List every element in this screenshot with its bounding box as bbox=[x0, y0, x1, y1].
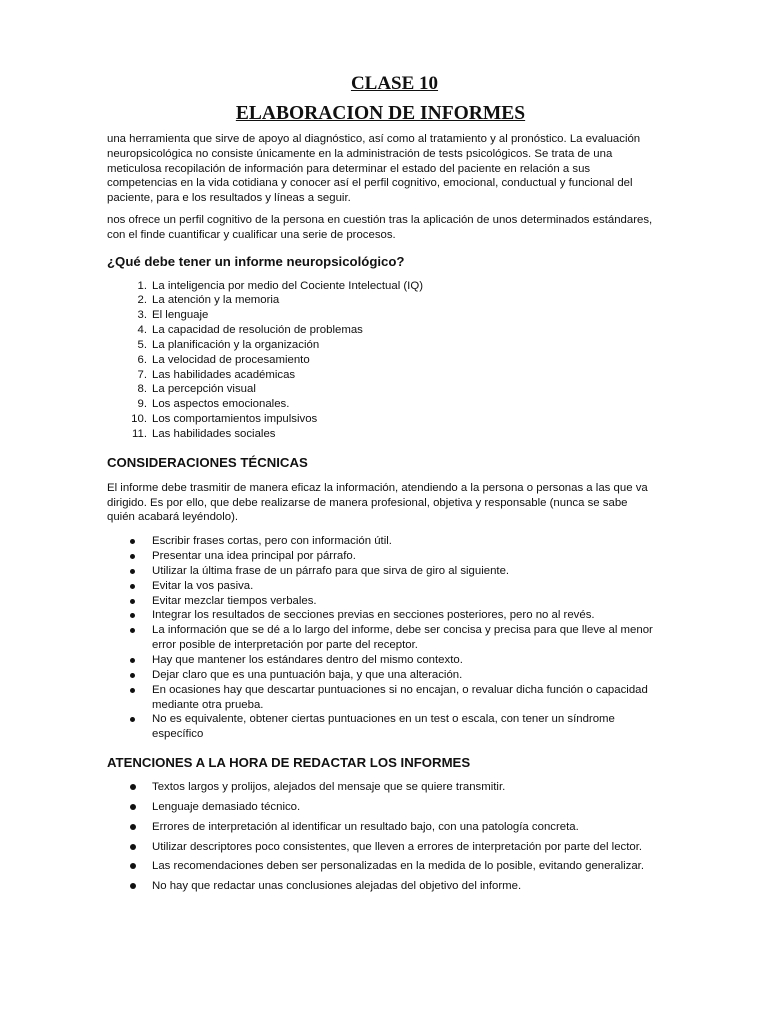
question-heading: ¿Qué debe tener un informe neuropsicológico? bbox=[107, 253, 405, 269]
list-item bbox=[107, 534, 654, 549]
list-item bbox=[107, 382, 654, 397]
list-item bbox=[107, 608, 654, 623]
list-item bbox=[107, 683, 654, 713]
list-item bbox=[107, 579, 654, 594]
list-item-text: Evitar mezclar tiempos verbales. bbox=[152, 594, 317, 607]
list-item-text: Utilizar descriptores poco consistentes, que lleven a errores de interpretación por parte del lector. bbox=[152, 840, 643, 853]
intro-paragraph-1: una herramienta que sirve de apoyo al diagnóstico, así como al tratamiento y al pronóstico. La evaluación neuropsicológica no consiste únicamente en la administración de tests psicológicos. Se trata de una meticulosa recopilación de información para determinar el estado del paciente en relación a sus competencias en la vida cotidiana y conocer así el perfil cognitivo, emocional, conductual y funcional del paciente, para e los resultados y líneas a seguir. bbox=[107, 133, 641, 205]
list-item bbox=[107, 564, 654, 579]
list-item bbox=[107, 279, 654, 294]
requirements-list bbox=[107, 279, 654, 442]
list-item bbox=[107, 293, 654, 308]
list-item-text: La planificación y la organización bbox=[152, 338, 320, 351]
list-item-text: La atención y la memoria bbox=[152, 294, 280, 307]
list-item bbox=[107, 308, 654, 323]
list-item bbox=[107, 594, 654, 609]
list-item-text: En ocasiones hay que descartar puntuaciones si no encajan, o revaluar dicha función o capacidad mediante otra prueba. bbox=[152, 683, 648, 711]
list-item bbox=[107, 859, 654, 874]
list-item bbox=[107, 549, 654, 564]
list-item-text: La capacidad de resolución de problemas bbox=[152, 324, 363, 337]
list-item-text: Hay que mantener los estándares dentro del mismo contexto. bbox=[152, 654, 463, 666]
list-item-text: No es equivalente, obtener ciertas puntuaciones en un test o escala, con tener un síndrome específico bbox=[152, 713, 615, 741]
list-item-text: Errores de interpretación al identificar un resultado bajo, con una patología concreta. bbox=[152, 820, 579, 833]
list-item bbox=[107, 820, 654, 835]
list-item-text: El lenguaje bbox=[152, 309, 209, 322]
list-item-text: Utilizar la última frase de un párrafo para que sirva de giro al siguiente. bbox=[152, 564, 510, 577]
list-item bbox=[107, 840, 654, 855]
technical-bullet-list bbox=[107, 534, 654, 742]
list-item bbox=[107, 623, 654, 653]
bullet-icon bbox=[130, 658, 135, 663]
technical-heading: CONSIDERACIONES TÉCNICAS bbox=[107, 454, 308, 470]
list-item bbox=[107, 653, 654, 668]
bullet-icon bbox=[130, 844, 136, 850]
list-number: 2. bbox=[137, 294, 147, 307]
list-item bbox=[107, 668, 654, 683]
list-item bbox=[107, 412, 654, 427]
list-item-text: Dejar claro que es una puntuación baja, y que una alteración. bbox=[152, 668, 463, 681]
list-item-text: Integrar los resultados de secciones previas en secciones posteriores, pero no al revés. bbox=[152, 609, 595, 622]
list-number: 3. bbox=[137, 309, 147, 322]
list-number: 11. bbox=[132, 428, 147, 441]
list-item-text: No hay que redactar unas conclusiones alejadas del objetivo del informe. bbox=[152, 880, 522, 893]
list-item-text: Lenguaje demasiado técnico. bbox=[152, 800, 301, 813]
bullet-icon bbox=[130, 539, 135, 544]
title-elaboracion: ELABORACION DE INFORMES bbox=[235, 103, 526, 124]
list-item bbox=[107, 338, 654, 353]
list-item bbox=[107, 368, 654, 383]
list-item bbox=[107, 323, 654, 338]
bullet-icon bbox=[130, 784, 136, 790]
bullet-icon bbox=[130, 688, 135, 693]
list-number: 1. bbox=[137, 279, 147, 292]
list-number: 10. bbox=[131, 413, 147, 426]
list-item bbox=[107, 397, 654, 412]
list-item bbox=[107, 780, 654, 795]
intro-paragraph-2: nos ofrece un perfil cognitivo de la persona en cuestión tras la aplicación de unos determinados estándares, con el finde cuantificar y cualificar una serie de procesos. bbox=[107, 213, 653, 241]
list-item-text: La velocidad de procesamiento bbox=[152, 353, 310, 366]
bullet-icon bbox=[130, 824, 136, 830]
list-item-text: Presentar una idea principal por párrafo. bbox=[152, 550, 356, 563]
bullet-icon bbox=[130, 628, 135, 633]
list-item bbox=[107, 800, 654, 815]
bullet-icon bbox=[130, 554, 135, 559]
list-item bbox=[107, 712, 654, 742]
bullet-icon bbox=[130, 804, 136, 810]
bullet-icon bbox=[130, 863, 136, 869]
attention-heading: ATENCIONES A LA HORA DE REDACTAR LOS INFORMES bbox=[107, 755, 471, 771]
list-item-text: La inteligencia por medio del Cociente Intelectual (IQ) bbox=[152, 279, 423, 292]
bullet-icon bbox=[130, 599, 135, 604]
attention-bullet-list bbox=[107, 780, 654, 894]
title-clase: CLASE 10 bbox=[350, 73, 439, 94]
list-number: 6. bbox=[137, 353, 147, 366]
list-number: 4. bbox=[137, 324, 147, 337]
list-number: 8. bbox=[137, 383, 147, 396]
list-item-text: Las habilidades sociales bbox=[152, 428, 276, 441]
bullet-icon bbox=[130, 673, 135, 678]
bullet-icon bbox=[130, 584, 135, 589]
technical-paragraph: El informe debe trasmitir de manera eficaz la información, atendiendo a la persona o personas a las que va dirigido. Es por ello, que debe realizarse de manera profesional, objetiva y responsable (nunca se sabe quién acabará leyéndolo). bbox=[107, 481, 648, 524]
list-item bbox=[107, 427, 654, 442]
bullet-icon bbox=[130, 717, 135, 722]
list-item-text: La información que se dé a lo largo del informe, debe ser concisa y precisa para que lleve al menor error posible de interpretación por parte del receptor. bbox=[152, 624, 653, 652]
bullet-icon bbox=[130, 613, 135, 618]
bullet-icon bbox=[130, 569, 135, 574]
list-number: 9. bbox=[137, 398, 147, 411]
list-number: 7. bbox=[137, 368, 147, 381]
list-item-text: Textos largos y prolijos, alejados del mensaje que se quiere transmitir. bbox=[152, 781, 506, 794]
list-item bbox=[107, 353, 654, 368]
list-item-text: Las recomendaciones deben ser personalizadas en la medida de lo posible, evitando generalizar. bbox=[152, 860, 645, 873]
list-item bbox=[107, 879, 654, 894]
list-number: 5. bbox=[137, 338, 147, 351]
list-item-text: Los aspectos emocionales. bbox=[152, 398, 290, 411]
list-item-text: Escribir frases cortas, pero con información útil. bbox=[152, 535, 392, 548]
list-item-text: Las habilidades académicas bbox=[152, 368, 296, 381]
list-item-text: Los comportamientos impulsivos bbox=[152, 413, 318, 426]
bullet-icon bbox=[130, 883, 136, 889]
list-item-text: Evitar la vos pasiva. bbox=[152, 579, 254, 592]
list-item-text: La percepción visual bbox=[152, 383, 256, 396]
